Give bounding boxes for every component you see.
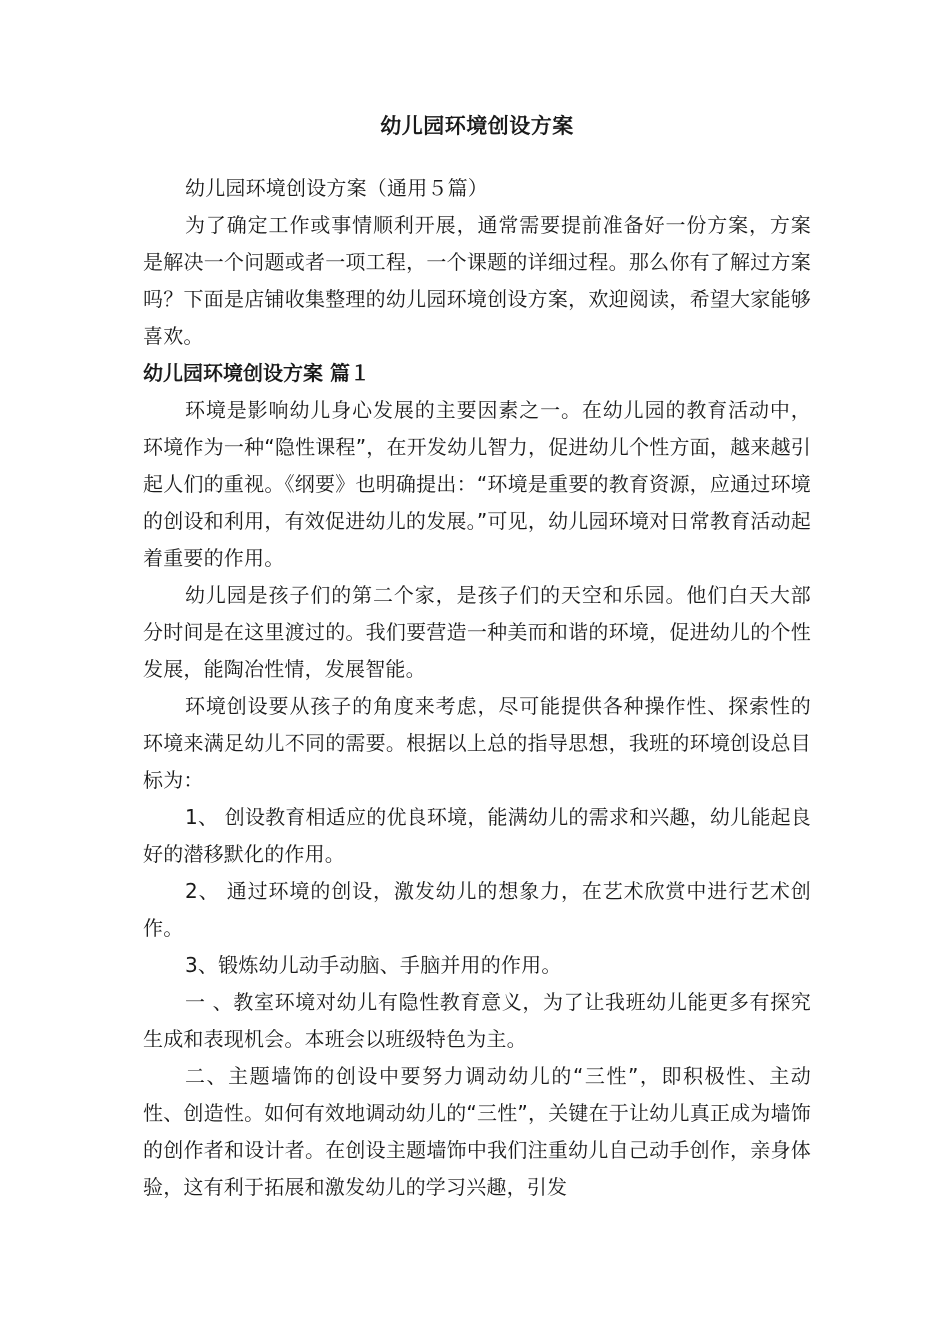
- body-paragraph-3: 环境创设要从孩子的角度来考虑，尽可能提供各种操作性、探索性的环境来满足幼儿不同的需要。根据以上总的指导思想，我班的环境创设总目标为：: [143, 694, 811, 792]
- body-paragraph-1: 环境是影响幼儿身心发展的主要因素之一。在幼儿园的教育活动中，环境作为一种“隐性课程”，在开发幼儿智力，促进幼儿个性方面，越来越引起人们的重视。《纲要》也明确提出：“环境是重要的教育资源，应通过环境的创设和利用，有效促进幼儿的发展。”可见，幼儿园环境对日常教育活动起着重要的作用。: [143, 398, 811, 570]
- goal-item-2: 2、 通过环境的创设，激发幼儿的想象力，在艺术欣赏中进行艺术创作。: [143, 879, 811, 940]
- intro-paragraph: 为了确定工作或事情顺利开展，通常需要提前准备好一份方案，方案是解决一个问题或者一项工程，一个课题的详细过程。那么你有了解过方案吗？下面是店铺收集整理的幼儿园环境创设方案，欢迎阅读，希望大家能够喜欢。: [143, 213, 811, 348]
- goal-item-1: 1、 创设教育相适应的优良环境，能满幼儿的需求和兴趣，幼儿能起良好的潜移默化的作用。: [143, 805, 811, 866]
- section-heading: 幼儿园环境创设方案 篇１: [143, 361, 370, 385]
- body-paragraph-2: 幼儿园是孩子们的第二个家，是孩子们的天空和乐园。他们白天大部分时间是在这里渡过的。我们要营造一种美而和谐的环境，促进幼儿的个性发展，能陶冶性情，发展智能。: [143, 583, 811, 681]
- document-subtitle: 幼儿园环境创设方案（通用５篇）: [185, 176, 488, 200]
- document-page: [143, 108, 811, 1206]
- body-paragraph-classroom: 一 、教室环境对幼儿有隐性教育意义，为了让我班幼儿能更多有探究生成和表现机会。本班会以班级特色为主。: [143, 990, 811, 1051]
- document-title: 幼儿园环境创设方案: [380, 114, 574, 138]
- body-paragraph-theme-wall: 二、主题墙饰的创设中要努力调动幼儿的“三性”，即积极性、主动性、创造性。如何有效地调动幼儿的“三性”，关键在于让幼儿真正成为墙饰的创作者和设计者。在创设主题墙饰中我们注重幼儿自己动手创作，亲身体验，这有利于拓展和激发幼儿的学习兴趣，引发: [143, 1064, 811, 1199]
- goal-item-3: 3、锻炼幼儿动手动脑、手脑并用的作用。: [185, 953, 562, 977]
